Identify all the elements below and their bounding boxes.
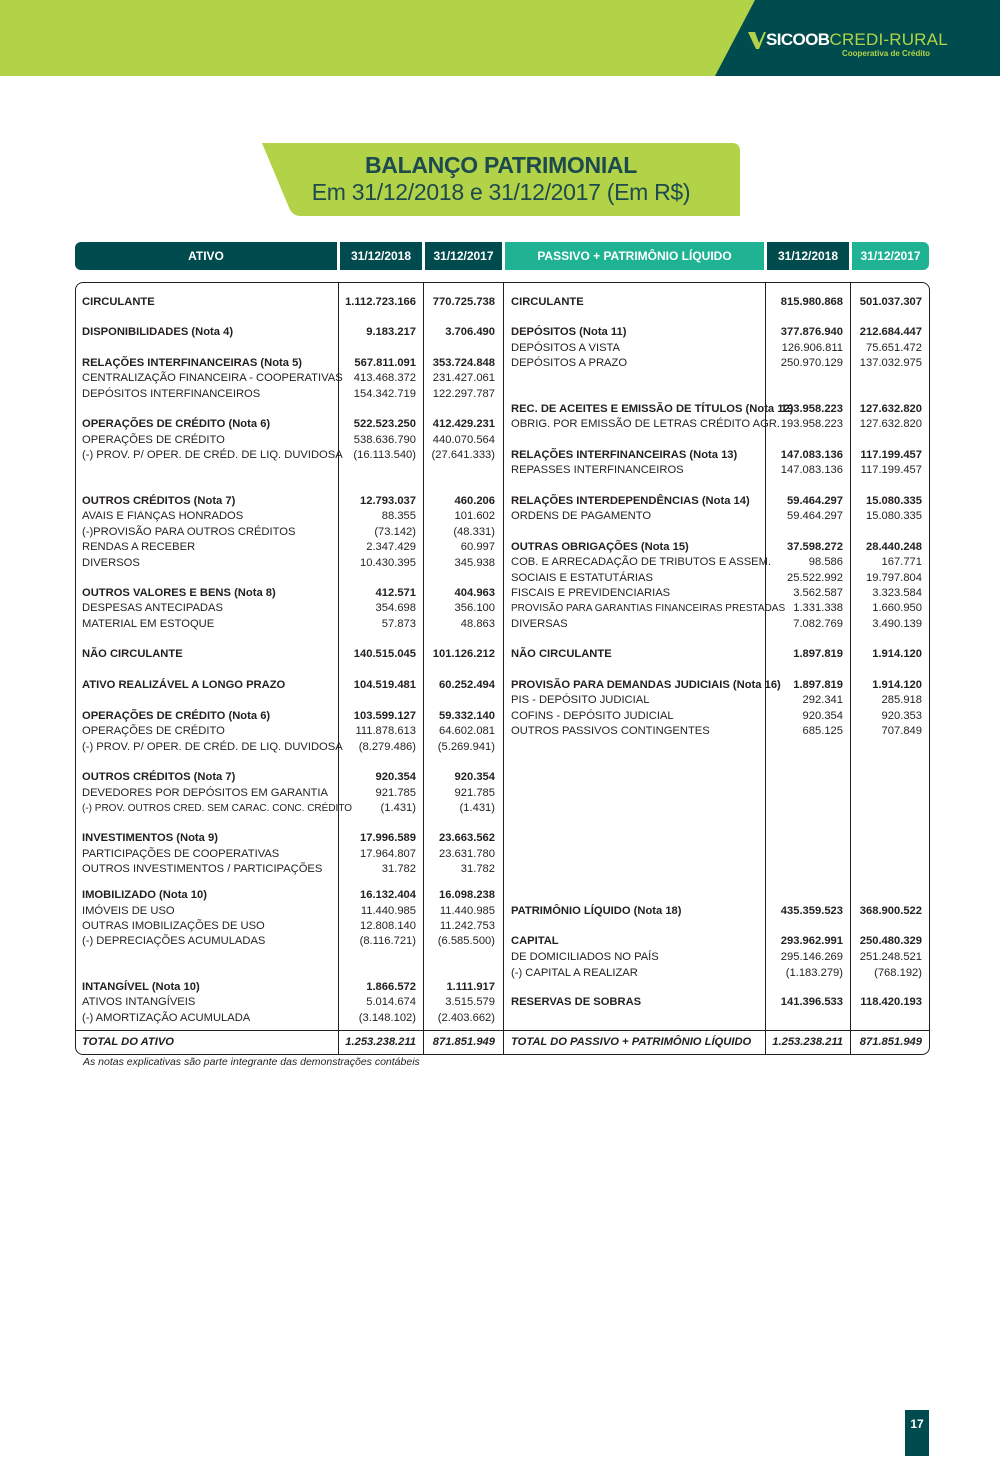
row-value-2018: 9.183.217 [366,326,416,338]
row-value-2017: (27.641.333) [431,449,495,461]
row-value-2018: 147.083.136 [780,464,843,476]
row-value-2017: 127.632.820 [859,403,922,415]
row-value-2018: 154.342.719 [353,388,416,400]
row-label: DEPÓSITOS A PRAZO [511,357,628,369]
row-value-2017: 3.706.490 [445,326,495,338]
ativo-row [0,387,1000,402]
row-value-2018: 815.980.868 [780,296,843,308]
ativo-row [0,980,1000,995]
row-label: RELAÇÕES INTERFINANCEIRAS (Nota 5) [82,357,303,369]
row-value-2017: 1.660.950 [872,602,922,614]
row-label: DISPONIBILIDADES (Nota 4) [82,326,234,338]
logo-subtitle: Cooperativa de Crédito [841,49,930,58]
passivo-row [0,586,1000,601]
row-label: REPASSES INTERFINANCEIROS [511,464,684,476]
row-value-2017: 3.323.584 [872,587,922,599]
row-value-2017: 117.199.457 [860,449,922,461]
row-value-2018: (8.116.721) [359,935,416,947]
row-value-2018: (1.183.279) [785,967,843,979]
row-label: OPERAÇÕES DE CRÉDITO (Nota 6) [82,418,271,430]
row-value-2018: 435.359.523 [780,905,843,917]
row-label: RELAÇÕES INTERFINANCEIRAS (Nota 13) [511,449,738,461]
row-value-2018: 193.958.223 [780,403,843,415]
row-value-2018: 12.793.037 [360,495,416,507]
passivo-row [0,601,1000,616]
passivo-row [0,325,1000,340]
row-value-2018: 920.354 [375,771,416,783]
row-label: (-)PROVISÃO PARA OUTROS CRÉDITOS [82,526,296,538]
row-value-2017: (6.585.500) [437,935,495,947]
row-label: IMOBILIZADO (Nota 10) [82,889,207,901]
ativo-row [0,862,1000,877]
row-value-2018: 11.440.985 [360,905,416,917]
row-label: OPERAÇÕES DE CRÉDITO [82,725,225,737]
row-value-2018: 1.897.819 [793,648,843,660]
header-passivo-2017: 31/12/2017 [852,242,929,270]
row-value-2018: 293.962.991 [780,935,843,947]
row-value-2017: 122.297.787 [432,388,495,400]
passivo-row [0,402,1000,417]
row-value-2018: 3.562.587 [793,587,843,599]
row-value-2017: 75.651.472 [866,342,922,354]
row-value-2018: 103.599.127 [353,710,416,722]
total-passivo-label: TOTAL DO PASSIVO + PATRIMÔNIO LÍQUIDO [511,1036,752,1048]
row-value-2018: 7.082.769 [793,618,843,630]
row-label: COFINS - DEPÓSITO JUDICIAL [511,710,674,722]
row-label: OUTROS INVESTIMENTOS / PARTICIPAÇÕES [82,863,323,875]
row-label: DEPÓSITOS INTERFINANCEIROS [82,388,261,400]
row-value-2018: 12.808.140 [360,920,416,932]
row-label: OBRIG. POR EMISSÃO DE LETRAS CRÉDITO AGR. [511,418,780,430]
ativo-row [0,770,1000,785]
passivo-row [0,494,1000,509]
row-value-2017: 212.684.447 [859,326,922,338]
row-value-2017: 19.797.804 [866,572,922,584]
row-value-2017: 250.480.329 [859,935,922,947]
row-value-2017: 28.440.248 [866,541,922,553]
row-value-2017: (1.431) [459,802,495,814]
header-passivo: PASSIVO + PATRIMÔNIO LÍQUIDO [505,242,764,270]
ativo-row [0,847,1000,862]
sicoob-logo-icon [748,30,766,50]
row-label: DESPESAS ANTECIPADAS [82,602,223,614]
passivo-row [0,509,1000,524]
row-value-2018: 250.970.129 [780,357,843,369]
row-value-2017: 353.724.848 [432,357,495,369]
ativo-row [0,740,1000,755]
row-label: NÃO CIRCULANTE [82,648,183,660]
row-value-2018: 1.331.338 [793,602,843,614]
row-value-2018: (3.148.102) [358,1012,416,1024]
total-ativo-label: TOTAL DO ATIVO [82,1036,174,1048]
row-value-2018: 17.996.589 [360,832,416,844]
row-value-2017: 1.914.120 [872,679,922,691]
header-ativo-2017: 31/12/2017 [425,242,502,270]
row-label: DIVERSOS [82,557,140,569]
row-label: PIS - DEPÓSITO JUDICIAL [511,694,650,706]
row-value-2017: 412.429.231 [432,418,495,430]
row-value-2018: 98.586 [808,556,843,568]
row-label: CIRCULANTE [511,296,584,308]
ativo-row [0,801,1000,816]
passivo-row [0,904,1000,919]
row-label: DEPÓSITOS A VISTA [511,342,621,354]
row-value-2017: 118.420.193 [860,996,922,1008]
row-label: DEPÓSITOS (Nota 11) [511,326,627,338]
passivo-row [0,647,1000,662]
passivo-row [0,934,1000,949]
row-label: OUTROS VALORES E BENS (Nota 8) [82,587,276,599]
row-value-2018: 354.698 [375,602,416,614]
ativo-row [0,371,1000,386]
row-label: PATRIMÔNIO LÍQUIDO (Nota 18) [511,905,682,917]
row-label: PROVISÃO PARA GARANTIAS FINANCEIRAS PRESTADAS [511,603,786,614]
row-value-2017: 1.914.120 [872,648,922,660]
row-value-2018: 292.341 [802,694,843,706]
passivo-row [0,417,1000,432]
row-value-2017: 64.602.081 [439,725,495,737]
row-value-2017: (2.403.662) [437,1012,495,1024]
row-value-2018: 1.897.819 [793,679,843,691]
row-label: FISCAIS E PREVIDENCIARIAS [511,587,671,599]
passivo-row [0,555,1000,570]
row-value-2017: (5.269.941) [437,741,495,753]
logo-wordmark: SICOOBCREDI-RURAL [766,30,948,49]
row-label: OUTROS PASSIVOS CONTINGENTES [511,725,710,737]
row-value-2018: 193.958.223 [780,418,843,430]
row-value-2017: 101.126.212 [432,648,495,660]
row-label: ORDENS DE PAGAMENTO [511,510,652,522]
row-value-2017: 356.100 [454,602,495,614]
row-value-2018: 59.464.297 [787,510,843,522]
title-box [262,143,740,216]
row-label: RELAÇÕES INTERDEPENDÊNCIAS (Nota 14) [511,495,750,507]
row-label: IMÓVEIS DE USO [82,905,175,917]
row-value-2017: 60.997 [460,541,495,553]
row-value-2018: 141.396.533 [780,996,843,1008]
row-value-2017: 11.242.753 [439,920,495,932]
ativo-row [0,919,1000,934]
row-value-2018: 920.354 [802,710,843,722]
row-value-2017: 167.771 [881,556,922,568]
row-value-2018: (1.431) [380,802,416,814]
row-label: CIRCULANTE [82,296,155,308]
row-label: DIVERSAS [511,618,568,630]
header-ativo-2018: 31/12/2018 [340,242,422,270]
row-value-2017: 15.080.335 [866,510,922,522]
row-value-2018: 140.515.045 [353,648,416,660]
row-value-2017: 60.252.494 [439,679,495,691]
row-label: AVAIS E FIANÇAS HONRADOS [82,510,244,522]
header-ativo: ATIVO [75,242,337,270]
row-value-2017: 251.248.521 [859,951,922,963]
row-value-2018: 147.083.136 [780,449,843,461]
row-value-2018: 5.014.674 [366,996,416,1008]
row-value-2018: (16.113.540) [353,449,416,461]
ativo-row [0,831,1000,846]
row-label: DE DOMICILIADOS NO PAÍS [511,951,659,963]
passivo-row [0,341,1000,356]
row-value-2017: 23.631.780 [439,848,495,860]
row-value-2017: 345.938 [454,557,495,569]
row-value-2017: 440.070.564 [432,434,495,446]
passivo-row [0,295,1000,310]
row-value-2017: 117.199.457 [860,464,922,476]
row-value-2018: 59.464.297 [787,495,843,507]
row-value-2017: 501.037.307 [859,296,922,308]
total-ativo-2018: 1.253.238.211 [345,1036,416,1048]
row-value-2018: 2.347.429 [366,541,416,553]
row-value-2018: 522.523.250 [353,418,416,430]
header-band [0,0,1000,76]
row-value-2018: 538.636.790 [353,434,416,446]
row-value-2017: 137.032.975 [859,357,922,369]
row-value-2018: 16.132.404 [360,889,416,901]
row-label: RESERVAS DE SOBRAS [511,996,642,1008]
total-row [0,1035,1000,1050]
row-label: ATIVO REALIZÁVEL A LONGO PRAZO [82,679,286,691]
row-value-2017: (48.331) [453,526,495,538]
total-passivo-2018: 1.253.238.211 [772,1036,843,1048]
header-passivo-2018: 31/12/2018 [767,242,849,270]
row-label: (-) AMORTIZAÇÃO ACUMULADA [82,1012,251,1024]
row-value-2017: 231.427.061 [432,372,495,384]
passivo-row [0,966,1000,981]
row-value-2018: 295.146.269 [780,951,843,963]
row-label: (-) PROV. OUTROS CRED. SEM CARAC. CONC. CRÉDITO [82,803,353,814]
passivo-row [0,571,1000,586]
row-label: (-) PROV. P/ OPER. DE CRÉD. DE LIQ. DUVIDOSA [82,741,343,753]
row-label: (-) CAPITAL A REALIZAR [511,967,638,979]
row-label: OPERAÇÕES DE CRÉDITO [82,434,225,446]
passivo-row [0,356,1000,371]
row-value-2017: 460.206 [454,495,495,507]
row-label: (-) DEPRECIAÇÕES ACUMULADAS [82,935,266,947]
row-label: OUTROS CRÉDITOS (Nota 7) [82,771,236,783]
row-label: OUTROS CRÉDITOS (Nota 7) [82,495,236,507]
row-value-2018: 412.571 [375,587,416,599]
row-value-2018: 37.598.272 [787,541,843,553]
row-label: SOCIAIS E ESTATUTÁRIAS [511,572,653,584]
row-value-2018: 126.906.811 [781,342,843,354]
passivo-row [0,709,1000,724]
passivo-row [0,950,1000,965]
page-subtitle: Em 31/12/2018 e 31/12/2017 (Em R$) [311,179,691,205]
page-number: 17 [905,1410,929,1456]
row-value-2018: (73.142) [374,526,416,538]
row-value-2017: 3.490.139 [872,618,922,630]
row-label: PARTICIPAÇÕES DE COOPERATIVAS [82,848,280,860]
row-value-2017: 404.963 [454,587,495,599]
ativo-row [0,786,1000,801]
row-value-2018: 921.785 [375,787,416,799]
row-value-2018: 685.125 [802,725,843,737]
row-value-2018: 10.430.395 [360,557,416,569]
row-label: (-) PROV. P/ OPER. DE CRÉD. DE LIQ. DUVIDOSA [82,449,343,461]
row-label: OUTRAS IMOBILIZAÇÕES DE USO [82,920,265,932]
row-label: NÃO CIRCULANTE [511,648,612,660]
row-value-2017: 11.440.985 [439,905,495,917]
passivo-row [0,448,1000,463]
row-value-2018: 17.964.807 [360,848,416,860]
row-label: DEVEDORES POR DEPÓSITOS EM GARANTIA [82,787,328,799]
row-label: INTANGÍVEL (Nota 10) [82,981,200,993]
row-value-2017: 15.080.335 [866,495,922,507]
totals-divider [75,1030,930,1031]
row-value-2017: 3.515.579 [445,996,495,1008]
row-label: OUTRAS OBRIGAÇÕES (Nota 15) [511,541,689,553]
ativo-row [0,525,1000,540]
ativo-row [0,888,1000,903]
row-label: MATERIAL EM ESTOQUE [82,618,215,630]
row-value-2017: 101.602 [454,510,495,522]
row-label: REC. DE ACEITES E EMISSÃO DE TÍTULOS (Nota 12) [511,403,794,415]
row-value-2017: 770.725.738 [432,296,495,308]
row-value-2018: 567.811.091 [354,357,416,369]
passivo-row [0,678,1000,693]
sicoob-logo [748,28,948,62]
row-label: OPERAÇÕES DE CRÉDITO (Nota 6) [82,710,271,722]
row-value-2017: 59.332.140 [439,710,495,722]
ativo-row [0,433,1000,448]
row-label: INVESTIMENTOS (Nota 9) [82,832,218,844]
row-value-2018: 104.519.481 [353,679,416,691]
row-value-2018: 88.355 [381,510,416,522]
row-value-2018: 377.876.940 [780,326,843,338]
row-value-2018: 57.873 [381,618,416,630]
row-label: PROVISÃO PARA DEMANDAS JUDICIAIS (Nota 16) [511,679,781,691]
row-value-2018: 1.112.723.166 [345,296,416,308]
row-value-2017: 23.663.562 [439,832,495,844]
total-passivo-2017: 871.851.949 [859,1036,922,1048]
row-value-2018: 111.878.613 [355,725,416,737]
passivo-row [0,724,1000,739]
passivo-row [0,463,1000,478]
row-value-2017: 31.782 [460,863,495,875]
passivo-row [0,540,1000,555]
row-label: CAPITAL [511,935,559,947]
row-value-2017: 368.900.522 [859,905,922,917]
row-value-2017: 920.353 [881,710,922,722]
row-value-2017: 48.863 [460,618,495,630]
row-value-2018: 413.468.372 [353,372,416,384]
row-value-2018: (8.279.486) [358,741,416,753]
row-value-2017: 16.098.238 [439,889,495,901]
row-label: ATIVOS INTANGÍVEIS [82,996,196,1008]
row-value-2017: 1.111.917 [446,981,495,993]
row-value-2017: (768.192) [874,967,922,979]
passivo-row [0,693,1000,708]
ativo-row [0,1011,1000,1026]
row-value-2017: 285.918 [881,694,922,706]
passivo-row [0,617,1000,632]
row-value-2018: 25.522.992 [787,572,843,584]
row-value-2017: 707.849 [881,725,922,737]
passivo-row [0,995,1000,1010]
row-value-2017: 127.632.820 [859,418,922,430]
row-label: COB. E ARRECADAÇÃO DE TRIBUTOS E ASSEM. [511,556,772,568]
row-label: RENDAS A RECEBER [82,541,196,553]
row-value-2018: 1.866.572 [366,981,416,993]
row-value-2017: 920.354 [454,771,495,783]
row-label: CENTRALIZAÇÃO FINANCEIRA - COOPERATIVAS [82,372,343,384]
total-ativo-2017: 871.851.949 [432,1036,495,1048]
footnote: As notas explicativas são parte integrante das demonstrações contábeis [83,1056,420,1068]
row-value-2017: 921.785 [454,787,495,799]
row-value-2018: 31.782 [381,863,416,875]
page-title: BALANÇO PATRIMONIAL [365,152,637,178]
